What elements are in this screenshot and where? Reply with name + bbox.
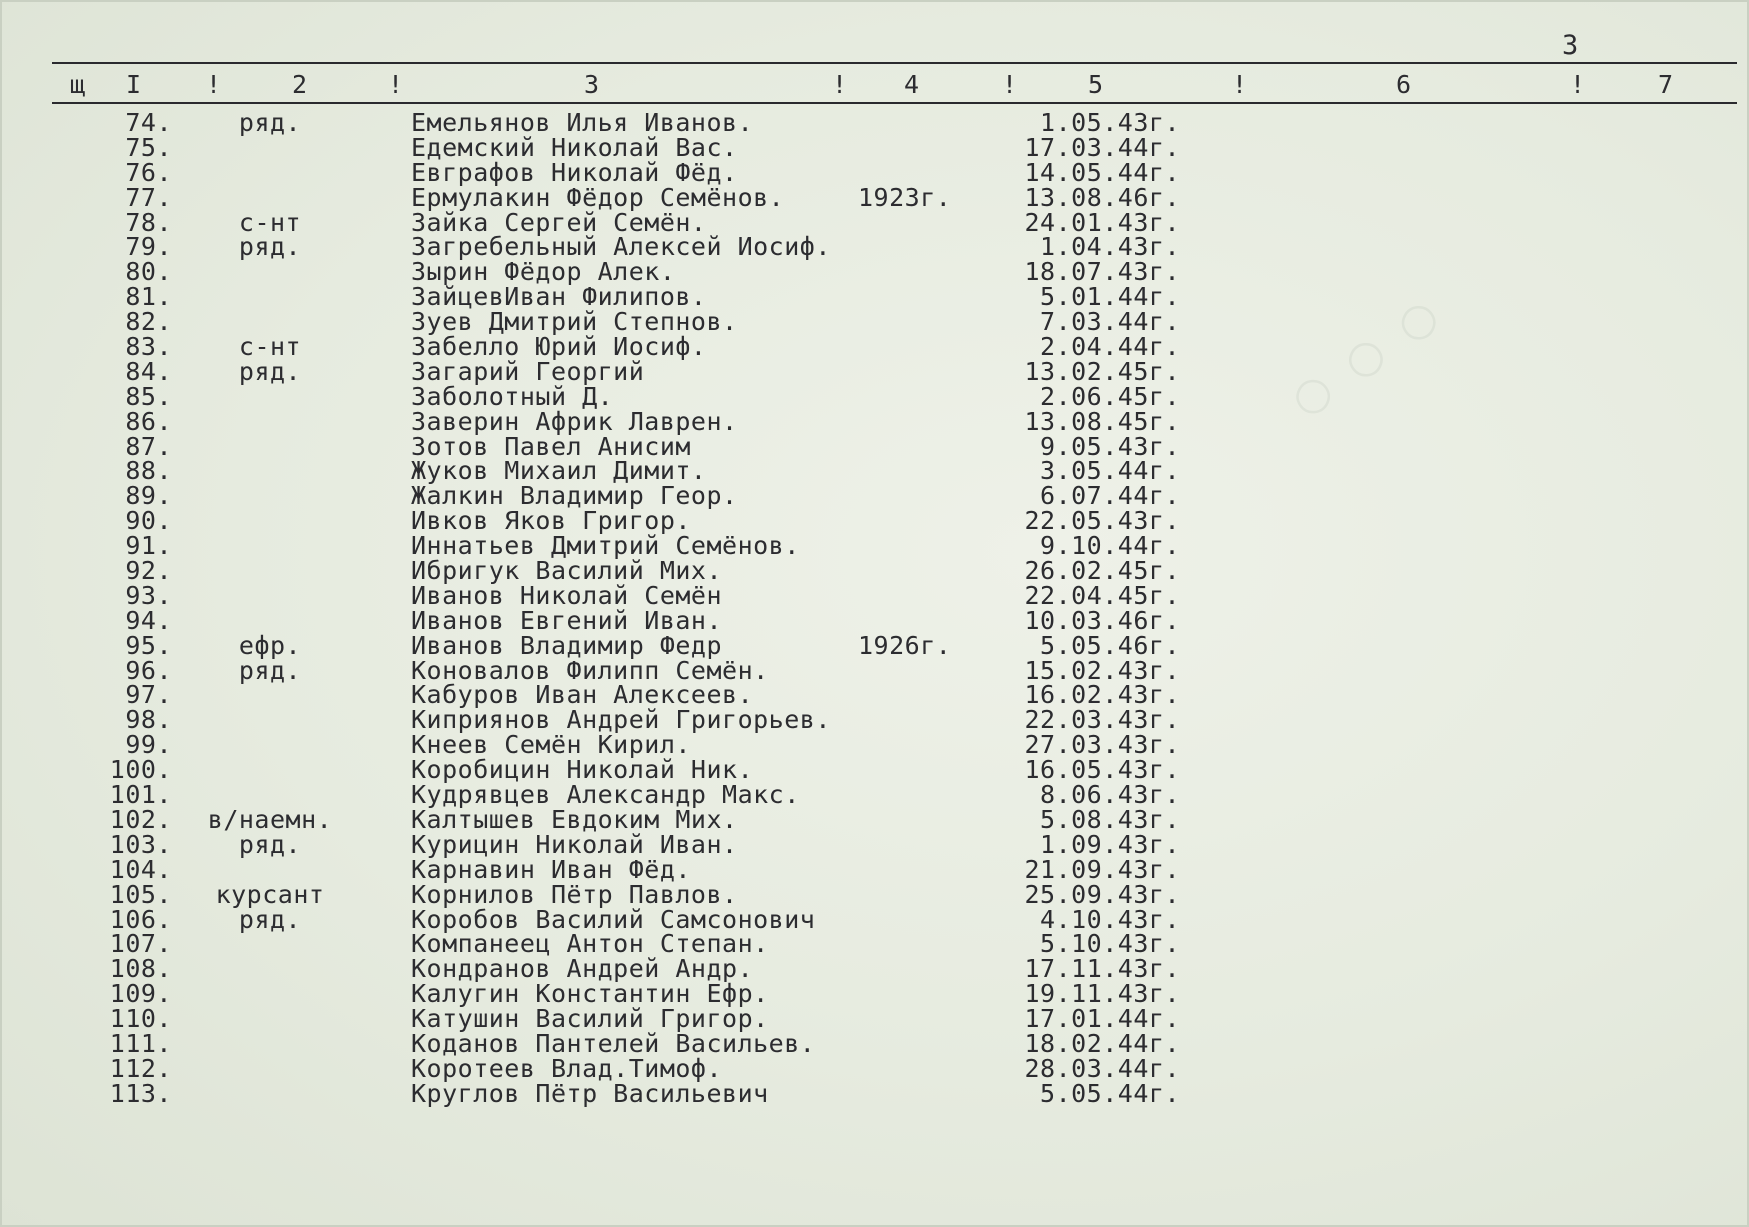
row-date: 13.08.45г. bbox=[1024, 406, 1180, 436]
header-separator: ! bbox=[388, 70, 404, 99]
row-name: Коротеев Влад.Тимоф. bbox=[411, 1053, 723, 1083]
row-date: 9.05.43г. bbox=[1040, 431, 1180, 461]
row-number: 92. bbox=[125, 556, 172, 586]
table-row bbox=[0, 780, 1749, 810]
row-name: Кнеев Семён Кирил. bbox=[411, 730, 691, 760]
table-row bbox=[0, 232, 1749, 262]
row-name: Калтышев Евдоким Мих. bbox=[411, 804, 738, 834]
row-date: 19.11.43г. bbox=[1024, 979, 1180, 1009]
header-col-2: 2 bbox=[292, 70, 308, 99]
watermark: ○ ○ ○ bbox=[1281, 284, 1453, 427]
header-separator: ! bbox=[206, 70, 222, 99]
row-rank: ефр. bbox=[238, 630, 302, 660]
row-name: Круглов Пётр Васильевич bbox=[411, 1078, 769, 1108]
row-name: Загребельный Алексей Иосиф. bbox=[411, 232, 831, 262]
row-number: 110. bbox=[109, 1004, 172, 1034]
table-row bbox=[0, 381, 1749, 411]
table-row bbox=[0, 630, 1749, 660]
row-rank: ряд. bbox=[238, 904, 302, 934]
row-name: Иннатьев Дмитрий Семёнов. bbox=[411, 531, 800, 561]
table-row bbox=[0, 954, 1749, 984]
row-name: Иванов Владимир Федр bbox=[411, 630, 723, 660]
row-date: 24.01.43г. bbox=[1024, 207, 1180, 237]
row-number: 109. bbox=[109, 979, 172, 1009]
table-row bbox=[0, 157, 1749, 187]
header-col-0: щ bbox=[70, 70, 86, 99]
row-date: 28.03.44г. bbox=[1024, 1053, 1180, 1083]
row-name: Заверин Африк Лаврен. bbox=[411, 406, 738, 436]
row-date: 22.03.43г. bbox=[1024, 705, 1180, 735]
row-date: 5.01.44г. bbox=[1040, 282, 1180, 312]
header-col-1: I bbox=[126, 70, 142, 99]
row-number: 80. bbox=[125, 257, 172, 287]
header-col-6: 6 bbox=[1396, 70, 1412, 99]
row-date: 18.07.43г. bbox=[1024, 257, 1180, 287]
table-row bbox=[0, 182, 1749, 212]
table-row bbox=[0, 804, 1749, 834]
table-row bbox=[0, 506, 1749, 536]
row-date: 5.08.43г. bbox=[1040, 804, 1180, 834]
row-number: 89. bbox=[125, 481, 172, 511]
row-number: 100. bbox=[109, 755, 172, 785]
row-name: Загарий Георгий bbox=[411, 356, 645, 386]
row-number: 105. bbox=[109, 879, 172, 909]
table-row bbox=[0, 580, 1749, 610]
table-row bbox=[0, 605, 1749, 635]
row-date: 4.10.43г. bbox=[1040, 904, 1180, 934]
row-date: 1.05.43г. bbox=[1040, 108, 1180, 137]
row-name: Кудрявцев Александр Макс. bbox=[411, 780, 800, 810]
row-date: 17.11.43г. bbox=[1024, 954, 1180, 984]
row-name: Забелло Юрий Иосиф. bbox=[411, 332, 707, 362]
header-col-3: 3 bbox=[584, 70, 600, 99]
table-row bbox=[0, 531, 1749, 561]
row-name: Коновалов Филипп Семён. bbox=[411, 655, 769, 685]
header-separator: ! bbox=[1570, 70, 1586, 99]
row-name: Зотов Павел Анисим bbox=[411, 431, 691, 461]
row-date: 21.09.43г. bbox=[1024, 854, 1180, 884]
table-row bbox=[0, 979, 1749, 1009]
row-name: Кондранов Андрей Андр. bbox=[411, 954, 754, 984]
row-date: 22.05.43г. bbox=[1024, 506, 1180, 536]
row-number: 79. bbox=[125, 232, 172, 262]
row-date: 2.06.45г. bbox=[1040, 381, 1180, 411]
row-date: 1.09.43г. bbox=[1040, 829, 1180, 859]
row-date: 16.02.43г. bbox=[1024, 680, 1180, 710]
header-separator: ! bbox=[1232, 70, 1248, 99]
row-number: 103. bbox=[109, 829, 172, 859]
header-col-5: 5 bbox=[1088, 70, 1104, 99]
row-rank: ряд. bbox=[238, 108, 302, 137]
row-name: Коданов Пантелей Васильев. bbox=[411, 1028, 816, 1058]
row-rank: ряд. bbox=[238, 829, 302, 859]
table-row bbox=[0, 431, 1749, 461]
row-name: Киприянов Андрей Григорьев. bbox=[411, 705, 831, 735]
row-rank: ряд. bbox=[238, 356, 302, 386]
row-rank: с-нт bbox=[238, 207, 302, 237]
table-row bbox=[0, 556, 1749, 586]
row-number: 75. bbox=[125, 132, 172, 162]
page-number: 3 bbox=[1562, 30, 1579, 61]
row-number: 90. bbox=[125, 506, 172, 536]
row-rank: в/наемн. bbox=[207, 804, 333, 834]
row-date: 13.08.46г. bbox=[1024, 182, 1180, 212]
row-number: 95. bbox=[125, 630, 172, 660]
row-name: Ибригук Василий Мих. bbox=[411, 556, 723, 586]
row-date: 10.03.46г. bbox=[1024, 605, 1180, 635]
table-row bbox=[0, 456, 1749, 486]
row-date: 26.02.45г. bbox=[1024, 556, 1180, 586]
row-date: 13.02.45г. bbox=[1024, 356, 1180, 386]
row-name: Евграфов Николай Фёд. bbox=[411, 157, 738, 187]
row-number: 74. bbox=[125, 108, 172, 137]
table-row bbox=[0, 110, 1749, 135]
row-number: 112. bbox=[109, 1053, 172, 1083]
table-row bbox=[0, 854, 1749, 884]
row-number: 97. bbox=[125, 680, 172, 710]
row-date: 2.04.44г. bbox=[1040, 332, 1180, 362]
row-name: Коробов Василий Самсонович bbox=[411, 904, 816, 934]
header-top-rule bbox=[52, 62, 1737, 64]
table-row bbox=[0, 705, 1749, 735]
row-date: 15.02.43г. bbox=[1024, 655, 1180, 685]
row-date: 18.02.44г. bbox=[1024, 1028, 1180, 1058]
row-number: 93. bbox=[125, 580, 172, 610]
table-row bbox=[0, 730, 1749, 760]
row-rank: с-нт bbox=[238, 332, 302, 362]
row-date: 16.05.43г. bbox=[1024, 755, 1180, 785]
table-row bbox=[0, 755, 1749, 785]
table-row bbox=[0, 406, 1749, 436]
row-number: 86. bbox=[125, 406, 172, 436]
table-row bbox=[0, 356, 1749, 386]
row-name: Кабуров Иван Алексеев. bbox=[411, 680, 754, 710]
table-row bbox=[0, 332, 1749, 362]
row-name: Иванов Евгений Иван. bbox=[411, 605, 723, 635]
header-separator: ! bbox=[1002, 70, 1018, 99]
table-row bbox=[0, 655, 1749, 685]
row-date: 9.10.44г. bbox=[1040, 531, 1180, 561]
row-number: 78. bbox=[125, 207, 172, 237]
row-name: Жалкин Владимир Геор. bbox=[411, 481, 738, 511]
table-row bbox=[0, 1004, 1749, 1034]
row-number: 99. bbox=[125, 730, 172, 760]
table-row bbox=[0, 829, 1749, 859]
row-name: Иванов Николай Семён bbox=[411, 580, 723, 610]
table-row bbox=[0, 481, 1749, 511]
row-date: 3.05.44г. bbox=[1040, 456, 1180, 486]
header-separator: ! bbox=[832, 70, 848, 99]
row-date: 7.03.44г. bbox=[1040, 307, 1180, 337]
row-date: 5.05.44г. bbox=[1040, 1078, 1180, 1108]
row-number: 108. bbox=[109, 954, 172, 984]
row-name: ЗайцевИван Филипов. bbox=[411, 282, 707, 312]
row-number: 111. bbox=[109, 1028, 172, 1058]
row-number: 76. bbox=[125, 157, 172, 187]
row-number: 102. bbox=[109, 804, 172, 834]
table-row bbox=[0, 1028, 1749, 1058]
row-name: Коробицин Николай Ник. bbox=[411, 755, 754, 785]
row-date: 5.10.43г. bbox=[1040, 929, 1180, 959]
row-number: 87. bbox=[125, 431, 172, 461]
row-date: 14.05.44г. bbox=[1024, 157, 1180, 187]
table-row bbox=[0, 1078, 1749, 1108]
header-col-7: 7 bbox=[1658, 70, 1674, 99]
row-name: Компанеец Антон Степан. bbox=[411, 929, 769, 959]
row-number: 82. bbox=[125, 307, 172, 337]
row-birth-year: 1923г. bbox=[858, 182, 952, 212]
row-number: 101. bbox=[109, 780, 172, 810]
row-name: Емельянов Илья Иванов. bbox=[411, 108, 754, 137]
table-row bbox=[0, 282, 1749, 312]
row-name: Калугин Константин Ефр. bbox=[411, 979, 769, 1009]
row-date: 22.04.45г. bbox=[1024, 580, 1180, 610]
table-row bbox=[0, 879, 1749, 909]
row-date: 27.03.43г. bbox=[1024, 730, 1180, 760]
row-number: 83. bbox=[125, 332, 172, 362]
row-number: 96. bbox=[125, 655, 172, 685]
row-number: 98. bbox=[125, 705, 172, 735]
row-date: 8.06.43г. bbox=[1040, 780, 1180, 810]
row-name: Карнавин Иван Фёд. bbox=[411, 854, 691, 884]
row-number: 81. bbox=[125, 282, 172, 312]
row-number: 106. bbox=[109, 904, 172, 934]
table-row bbox=[0, 1053, 1749, 1083]
row-number: 77. bbox=[125, 182, 172, 212]
row-name: Едемский Николай Вас. bbox=[411, 132, 738, 162]
table-row bbox=[0, 904, 1749, 934]
row-date: 6.07.44г. bbox=[1040, 481, 1180, 511]
row-name: Катушин Василий Григор. bbox=[411, 1004, 769, 1034]
row-date: 17.01.44г. bbox=[1024, 1004, 1180, 1034]
row-number: 113. bbox=[109, 1078, 172, 1108]
row-date: 1.04.43г. bbox=[1040, 232, 1180, 262]
table-row bbox=[0, 257, 1749, 287]
table-row bbox=[0, 307, 1749, 337]
table-body bbox=[0, 110, 1749, 1106]
table-row bbox=[0, 207, 1749, 237]
row-number: 91. bbox=[125, 531, 172, 561]
row-number: 84. bbox=[125, 356, 172, 386]
table-row bbox=[0, 680, 1749, 710]
row-rank: курсант bbox=[215, 879, 325, 909]
table-row bbox=[0, 929, 1749, 959]
row-date: 17.03.44г. bbox=[1024, 132, 1180, 162]
row-number: 104. bbox=[109, 854, 172, 884]
row-name: Заболотный Д. bbox=[411, 381, 614, 411]
header-col-4: 4 bbox=[904, 70, 920, 99]
row-name: Жуков Михаил Димит. bbox=[411, 456, 707, 486]
row-date: 5.05.46г. bbox=[1040, 630, 1180, 660]
row-number: 85. bbox=[125, 381, 172, 411]
row-number: 94. bbox=[125, 605, 172, 635]
row-rank: ряд. bbox=[238, 655, 302, 685]
row-name: Зырин Фёдор Алек. bbox=[411, 257, 676, 287]
row-number: 107. bbox=[109, 929, 172, 959]
row-rank: ряд. bbox=[238, 232, 302, 262]
table-row bbox=[0, 132, 1749, 162]
row-name: Корнилов Пётр Павлов. bbox=[411, 879, 738, 909]
row-name: Ермулакин Фёдор Семёнов. bbox=[411, 182, 785, 212]
row-number: 88. bbox=[125, 456, 172, 486]
row-date: 25.09.43г. bbox=[1024, 879, 1180, 909]
row-name: Зайка Сергей Семён. bbox=[411, 207, 707, 237]
header-bottom-rule bbox=[52, 102, 1737, 104]
row-birth-year: 1926г. bbox=[858, 630, 952, 660]
row-name: Ивков Яков Григор. bbox=[411, 506, 691, 536]
row-name: Зуев Дмитрий Степнов. bbox=[411, 307, 738, 337]
row-name: Курицин Николай Иван. bbox=[411, 829, 738, 859]
